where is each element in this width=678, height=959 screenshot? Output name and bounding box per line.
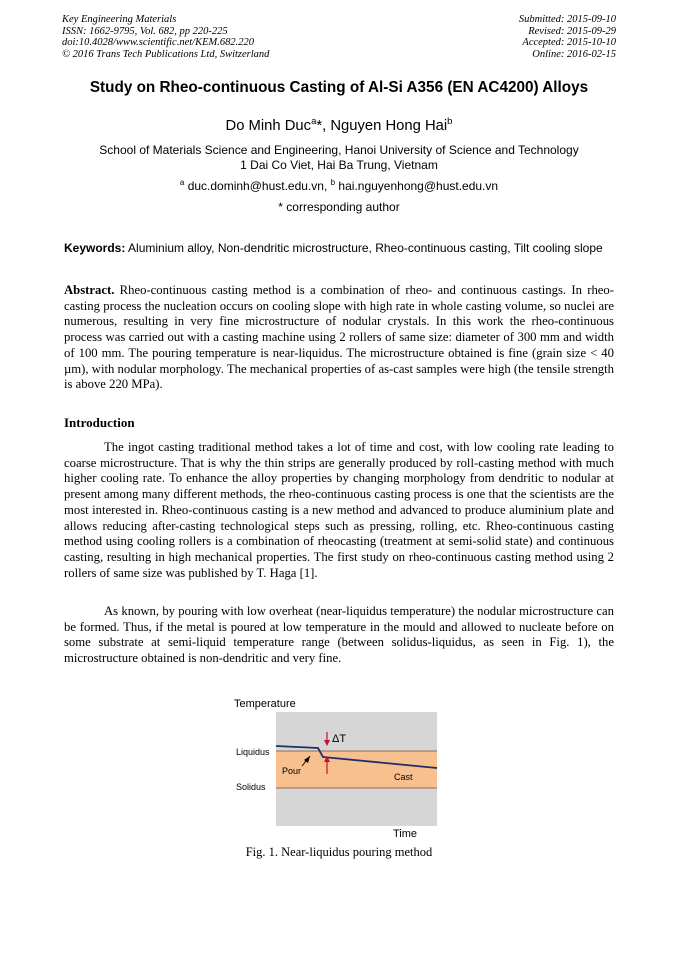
copyright-line: © 2016 Trans Tech Publications Ltd, Switzerland — [62, 48, 270, 60]
affiliation-line-1: School of Materials Science and Engineering, Hanoi University of Science and Technology — [99, 143, 579, 157]
author-list — [0, 116, 678, 134]
author-1-affil: a — [311, 116, 317, 127]
abstract-label: Abstract. — [64, 283, 115, 297]
cast-label: Cast — [394, 772, 413, 782]
affiliation-line-2: 1 Dai Co Viet, Hai Ba Trung, Vietnam — [240, 158, 438, 172]
journal-info — [62, 14, 269, 60]
intro-paragraph-2: As known, by pouring with low overheat (near-liquidus temperature) the nodular microstructure can be formed. Thus, if the metal is poured at low temperature in the mould and allowed to nucleate before on some substrate at semi-liquid temperature range (between solidus-liquidus, as seen in Fig. 1), the microstructure obtained is non-dendritic and very fine. — [64, 604, 614, 666]
abstract — [64, 283, 614, 393]
x-axis-label: Time — [393, 828, 418, 840]
email-b-sup: b — [330, 178, 336, 187]
revised-date: Revised: 2015-09-29 — [528, 25, 616, 37]
section-heading-introduction: Introduction — [64, 415, 135, 430]
corresponding-author-note: * corresponding author — [278, 200, 400, 214]
author-2: Nguyen Hong Hai — [330, 117, 448, 134]
email-a[interactable]: duc.dominh@hust.edu.vn, — [184, 179, 331, 193]
paper-title: Study on Rheo-continuous Casting of Al-Si A356 (EN AC4200) Alloys — [89, 79, 589, 96]
keywords — [64, 241, 614, 257]
issn-line: ISSN: 1662-9795, Vol. 682, pp 220-225 — [62, 25, 228, 37]
figure-1-caption: Fig. 1. Near-liquidus pouring method — [245, 845, 433, 859]
accepted-date: Accepted: 2015-10-10 — [522, 37, 616, 49]
author-2-affil: b — [447, 116, 453, 127]
keywords-text: Aluminium alloy, Non-dendritic microstructure, Rheo-continuous casting, Tilt cooling slope — [125, 241, 603, 255]
intro-paragraph-1: The ingot casting traditional method takes a lot of time and cost, with low cooling rate leading to coarse microstructure. That is why the thin strips are generally produced by roll-casting method with much higher cooling rate. To enhance the alloy properties by changing morphology from dendritic to nodular at present among many different methods, the rheo-continuous casting process is one that the scientists are the most interested in. Rheo-continuous casting is a new method and advanced to produce aluminium plate and allows reducing after-casting technological steps such as pressing, rolling, etc. Rheo-continuous casting method using cooling rollers is a combination of rheocasting (treatment at semi-solid state) and continuous casting, resulting in high mechanical properties. The first study on rheo-continuous casting method using 2 rollers of same size was published by T. Haga [1]. — [64, 440, 614, 580]
publication-dates — [519, 14, 616, 60]
pour-label: Pour — [282, 766, 302, 776]
author-1: Do Minh Duc — [225, 117, 312, 134]
online-date: Online: 2016-02-15 — [532, 48, 616, 60]
journal-name: Key Engineering Materials — [62, 14, 177, 25]
pouring-diagram — [226, 694, 456, 844]
keywords-label: Keywords: — [64, 241, 126, 255]
solidus-label: Solidus — [236, 782, 266, 792]
liquidus-label: Liquidus — [236, 747, 270, 757]
submitted-date: Submitted: 2015-09-10 — [518, 14, 616, 25]
abstract-text: Rheo-continuous casting method is a combination of rheo- and continuous castings. In rheo-casting process the nucleation occurs on cooling slope with high rate in whole casting volume, so nuclei are numerous, resulting in very fine microstructure of nodular crystals. In this work the rheo-continuous process was carried out with a casting machine using 2 rollers of same size: diameter of 300 mm and width of 100 mm. The pouring temperature is near-liquidus. The microstructure obtained is fine (grain size < 40 µm), with nodular morphology. The mechanical properties of as-cast samples were high (the tensile strength is above 220 MPa). — [64, 283, 614, 392]
y-axis-label: Temperature — [234, 698, 296, 710]
doi-line: doi:10.4028/www.scientific.net/KEM.682.220 — [62, 37, 254, 49]
figure-1 — [226, 694, 456, 844]
email-line — [0, 178, 678, 193]
author-separator: , — [322, 117, 331, 134]
email-a-sup: a — [179, 178, 185, 187]
email-b[interactable]: hai.nguyenhong@hust.edu.vn — [335, 179, 499, 193]
corresponding-mark: * — [316, 117, 323, 134]
delta-t-label: ΔT — [332, 733, 347, 745]
